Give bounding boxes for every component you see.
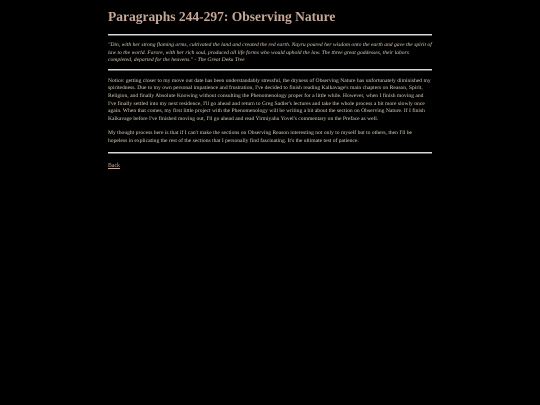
notice-paragraph: Notice: getting closer to my move out date has been understandably stressful, the dryness of Observing Nature has unfortunately diminished my spiritedness. Due to my own personal impatience and frustration, I've decided to finish reading Kalkavage's main chapters on Reason, Spirit, Religion, and finally Absolute Knowing without consulting the Phenomenology proper for a little while. However, when I finish moving and I've finally settled into my next residence, I'll go ahead and return to Greg Sadler's lectures and take the whole process a bit more slowly once again. When that comes, my first little project with the Phenomenology will be writing a bit about the section on Observing Nature. If I finish Kalkavage before I've finished moving out, I'll go ahead and read Yirmiyahu Yovel's commentary on the Preface as well. (108, 77, 431, 122)
back-link[interactable]: Back (108, 162, 120, 169)
page-content (108, 0, 432, 172)
divider-bottom (108, 152, 432, 154)
thought-process-paragraph: My thought process here is that if I can't make the sections on Observing Reason interesting not only to myself but to others, then I'll be hopeless in explicating the rest of the sections that I personally find fascinating. It's the ultimate test of patience. (108, 130, 413, 144)
epigraph-quote: "Din, with her strong flaming arms, cultivated the land and created the red earth. Nayru poured her wisdom onto the earth and gave the spirit of law to the world. Farore, with her rich soul, produced all life forms who would uphold the law. The three great goddesses, their labors completed, departed for the heavens." - The Great Deku Tree (108, 42, 432, 64)
divider-after-epigraph (108, 69, 432, 71)
divider-top (108, 34, 432, 36)
page-title: Paragraphs 244-297: Observing Nature (108, 9, 336, 24)
